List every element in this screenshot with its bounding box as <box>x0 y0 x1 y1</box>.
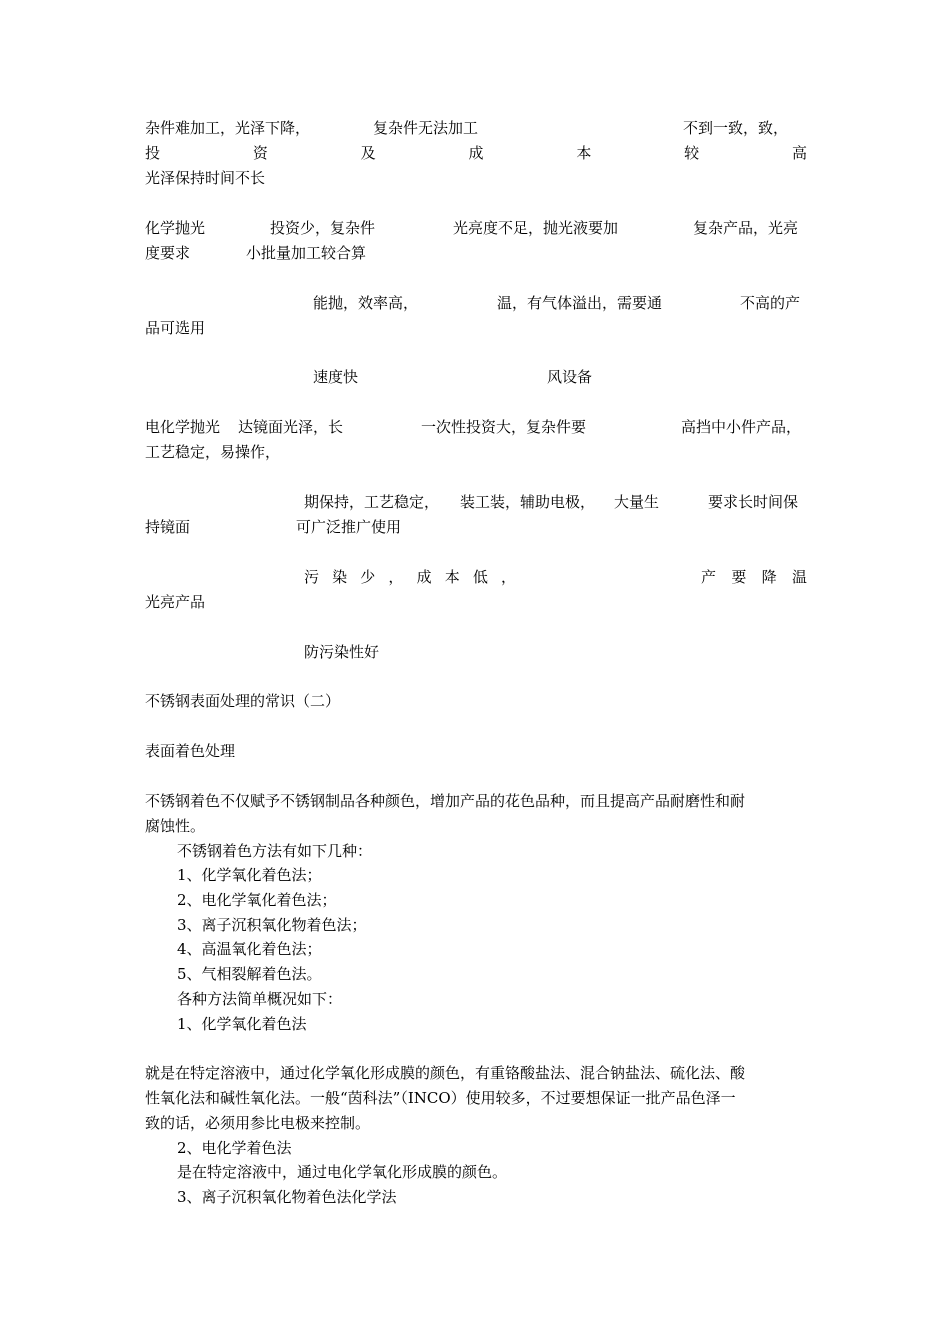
overview-intro: 各种方法简单概况如下： <box>177 990 343 1008</box>
subsection-title: 表面着色处理 <box>145 742 236 760</box>
mech-col1-line3: 光泽保持时间不长 <box>145 169 266 187</box>
chem-col2-line5: 速度快 <box>313 368 359 386</box>
chem-col4-line4: 品可选用 <box>145 319 206 337</box>
method1-line2: 性氧化法和碱性氧化法。一般“茵科法”（INCO）使用较多，不过要想保证一批产品色泽一 <box>145 1089 736 1107</box>
spread-char: 要 <box>731 568 747 586</box>
method1-title: 1、化学氧化着色法 <box>177 1015 307 1033</box>
method-list-item: 2、电化学氧化着色法； <box>177 891 337 909</box>
spread-char: 成 <box>416 568 432 586</box>
electro-col3-line3b: 大量生 <box>614 493 660 511</box>
chem-col4-line3: 不高的产 <box>740 294 801 312</box>
method-list-item: 1、化学氧化着色法； <box>177 866 322 884</box>
method2-desc: 是在特定溶液中，通过电化学氧化形成膜的颜色。 <box>177 1163 508 1181</box>
electro-col4: 高挡中小件产品， <box>681 418 802 436</box>
electro-col2-line3: 期保持，工艺稳定， <box>304 493 440 511</box>
spread-char: 低 <box>472 568 488 586</box>
method3-title: 3、离子沉积氧化物着色法化学法 <box>177 1188 397 1206</box>
spread-char: 产 <box>701 568 717 586</box>
intro-line1: 不锈钢着色不仅赋予不锈钢制品各种颜色，增加产品的花色品种，而且提高产品耐磨性和耐 <box>145 792 746 810</box>
method2-title: 2、电化学着色法 <box>177 1139 292 1157</box>
spread-char: 高 <box>791 144 807 162</box>
chem-col1: 化学抛光 <box>145 219 206 237</box>
spread-char: 温 <box>791 568 807 586</box>
electro-col3: 一次性投资大，复杂件要 <box>421 418 587 436</box>
spread-char: 本 <box>576 144 592 162</box>
chem-col4: 复杂产品，光亮 <box>693 219 799 237</box>
methods-intro: 不锈钢着色方法有如下几种： <box>177 842 373 860</box>
spread-char: 成 <box>468 144 484 162</box>
intro-line2: 腐蚀性。 <box>145 817 206 835</box>
chem-col3: 光亮度不足，抛光液要加 <box>453 219 619 237</box>
electro-col2-line4: 可广泛推广使用 <box>296 518 402 536</box>
electro-col4-line3: 要求长时间保 <box>708 493 799 511</box>
method-list-item: 5、气相裂解着色法。 <box>177 965 322 983</box>
electro-col2-line7: 防污染性好 <box>304 643 380 661</box>
spread-char: 资 <box>252 144 268 162</box>
spread-char: 投 <box>145 144 161 162</box>
chem-col2-line3: 能抛，效率高， <box>313 294 419 312</box>
chem-col4-line2: 度要求 <box>145 244 191 262</box>
electro-col1: 电化学抛光 <box>145 418 221 436</box>
chem-col2: 投资少，复杂件 <box>270 219 376 237</box>
spread-char: 少 <box>360 568 376 586</box>
spread-char: ， <box>500 568 516 586</box>
method1-line3: 致的话，必须用参比电极来控制。 <box>145 1114 371 1132</box>
spread-char: 污 <box>304 568 320 586</box>
electro-col2: 达镜面光泽，长 <box>238 418 344 436</box>
method-list-item: 3、离子沉积氧化物着色法； <box>177 916 367 934</box>
spread-char: 本 <box>444 568 460 586</box>
electro-col4-line4: 持镜面 <box>145 518 191 536</box>
method-list-item: 4、高温氧化着色法； <box>177 940 322 958</box>
electro-col4-line6: 光亮产品 <box>145 593 206 611</box>
spread-char: 染 <box>332 568 348 586</box>
spread-char: 及 <box>360 144 376 162</box>
mech-col4-line1: 不到一致，致， <box>683 119 789 137</box>
chem-col3-line3: 温，有气体溢出，需要通 <box>497 294 663 312</box>
spread-char: ， <box>388 568 404 586</box>
spread-char: 较 <box>684 144 700 162</box>
method1-line1: 就是在特定溶液中，通过化学氧化形成膜的颜色，有重铬酸盐法、混合钠盐法、硫化法、酸 <box>145 1064 746 1082</box>
mech-col2-line1: 复杂件无法加工 <box>373 119 479 137</box>
electro-spread-right <box>701 568 807 586</box>
mech-spread-line <box>145 144 807 162</box>
chem-col3-line5: 风设备 <box>547 368 593 386</box>
spread-char: 降 <box>761 568 777 586</box>
electro-col3-line3a: 装工装，辅助电极， <box>460 493 596 511</box>
chem-col2-line2: 小批量加工较合算 <box>246 244 367 262</box>
mech-col1-line1: 杂件难加工，光泽下降， <box>145 119 311 137</box>
electro-col1-line2: 工艺稳定，易操作， <box>145 443 281 461</box>
section-title: 不锈钢表面处理的常识（二） <box>145 692 341 710</box>
electro-spread-left <box>304 568 516 586</box>
